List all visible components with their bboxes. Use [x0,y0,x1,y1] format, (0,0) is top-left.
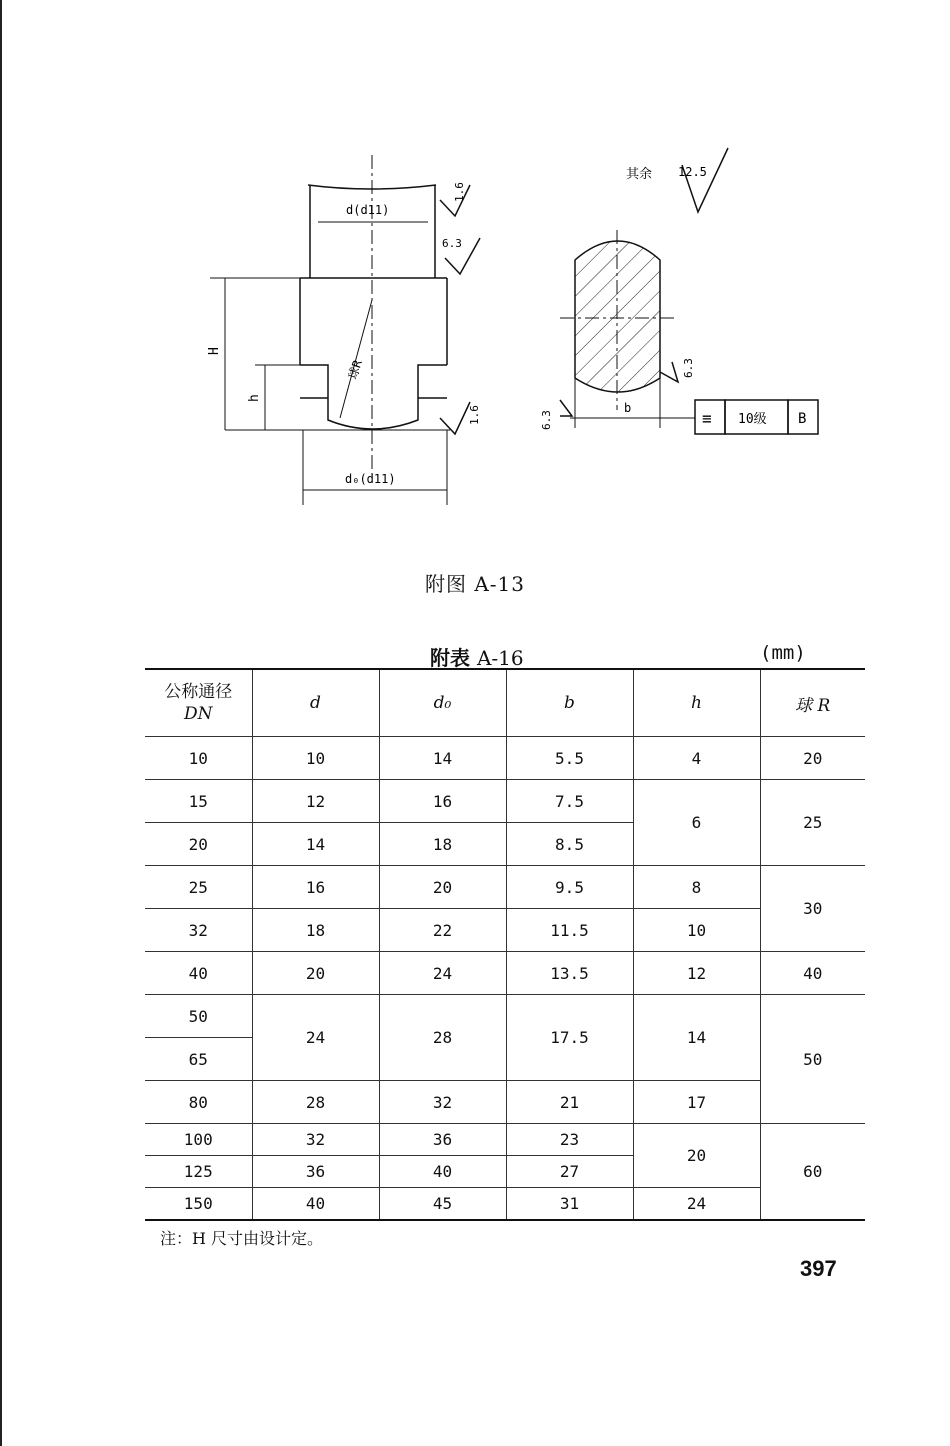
cell-d: 18 [252,909,379,952]
rough-1-6a: 1.6 [453,182,466,202]
table-title-prefix: 附表 [430,646,470,670]
cell-b: 11.5 [506,909,633,952]
cell-b: 31 [506,1188,633,1221]
header-b: b [506,669,633,737]
cell-d: 40 [252,1188,379,1221]
cell-b: 8.5 [506,823,633,866]
cell-h: 14 [633,995,760,1081]
table-row [145,909,865,952]
cell-h: 17 [633,1081,760,1124]
cell-h: 24 [633,1188,760,1221]
label-H: H [207,347,222,355]
cell-d: 24 [252,995,379,1081]
header-r: 球 R [760,669,865,737]
rough-6-3a: 6.3 [442,237,462,250]
cell-d0: 28 [379,995,506,1081]
cell-dn: 65 [145,1038,252,1081]
table-header-row [145,669,865,737]
cell-h: 12 [633,952,760,995]
cell-h: 8 [633,866,760,909]
cell-d0: 18 [379,823,506,866]
figure-caption: 附图 A-13 [424,572,525,596]
cell-d: 20 [252,952,379,995]
figure-a13 [0,0,950,540]
cell-r: 25 [760,780,865,866]
cell-dn: 32 [145,909,252,952]
table-row [145,1081,865,1124]
left-view [210,155,480,505]
cell-dn: 20 [145,823,252,866]
cell-d0: 45 [379,1188,506,1221]
cell-r: 20 [760,737,865,780]
table-row [145,780,865,823]
table-title-code: A-16 [476,646,524,670]
cell-dn: 125 [145,1156,252,1188]
cell-r: 50 [760,995,865,1124]
cell-dn: 100 [145,1124,252,1156]
label-d: d(d11) [346,203,390,217]
table-row [145,1188,865,1221]
label-h: h [247,394,262,402]
header-d: d [252,669,379,737]
cell-dn: 50 [145,995,252,1038]
cell-dn: 150 [145,1188,252,1221]
cell-d0: 22 [379,909,506,952]
cell-d0: 16 [379,780,506,823]
label-d0: d₀(d11) [345,472,396,486]
cell-d0: 40 [379,1156,506,1188]
cell-d: 10 [252,737,379,780]
cell-dn: 15 [145,780,252,823]
datum-label: B [798,411,807,427]
cell-h: 10 [633,909,760,952]
cell-b: 21 [506,1081,633,1124]
cell-d0: 36 [379,1124,506,1156]
cell-d: 12 [252,780,379,823]
cell-d: 32 [252,1124,379,1156]
header-dn-line2: DN [183,704,213,724]
cell-b: 23 [506,1124,633,1156]
cell-r: 30 [760,866,865,952]
label-b: b [624,401,632,415]
cell-d: 16 [252,866,379,909]
table-row [145,866,865,909]
dimension-table [145,668,865,1221]
table-note: 注：H 尺寸由设计定。 [160,1229,324,1248]
cell-h: 6 [633,780,760,866]
cell-d: 36 [252,1156,379,1188]
cell-d0: 14 [379,737,506,780]
table-row [145,737,865,780]
cell-h: 20 [633,1124,760,1188]
cell-r: 40 [760,952,865,995]
rough-6-3b: 6.3 [682,358,695,378]
table-title [430,642,524,671]
cell-b: 27 [506,1156,633,1188]
header-d0: d₀ [379,669,506,737]
cell-b: 7.5 [506,780,633,823]
table-row [145,1124,865,1156]
page-number: 397 [800,1256,837,1281]
header-h: h [633,669,760,737]
table-row [145,952,865,995]
cell-h: 4 [633,737,760,780]
table-unit: (mm) [760,642,806,664]
header-dn-line1: 公称通径 [164,682,233,702]
cell-dn: 40 [145,952,252,995]
cell-d0: 32 [379,1081,506,1124]
rough-6-3c: 6.3 [540,410,553,430]
cell-d: 28 [252,1081,379,1124]
cell-b: 9.5 [506,866,633,909]
cell-d0: 20 [379,866,506,909]
header-dn [145,669,252,737]
cell-dn: 80 [145,1081,252,1124]
table-row [145,995,865,1038]
right-view [560,148,818,434]
cell-r: 60 [760,1124,865,1221]
cell-b: 5.5 [506,737,633,780]
label-rest: 其余 [626,167,653,182]
cell-b: 13.5 [506,952,633,995]
tol-value: 10级 [738,412,767,427]
rough-1-6b: 1.6 [468,405,481,425]
tol-symbol: ≡ [702,409,712,428]
rough-12-5: 12.5 [678,165,707,179]
cell-dn: 25 [145,866,252,909]
cell-d: 14 [252,823,379,866]
cell-dn: 10 [145,737,252,780]
cell-d0: 24 [379,952,506,995]
cell-b: 17.5 [506,995,633,1081]
label-sphere-r: 球R [345,358,365,381]
